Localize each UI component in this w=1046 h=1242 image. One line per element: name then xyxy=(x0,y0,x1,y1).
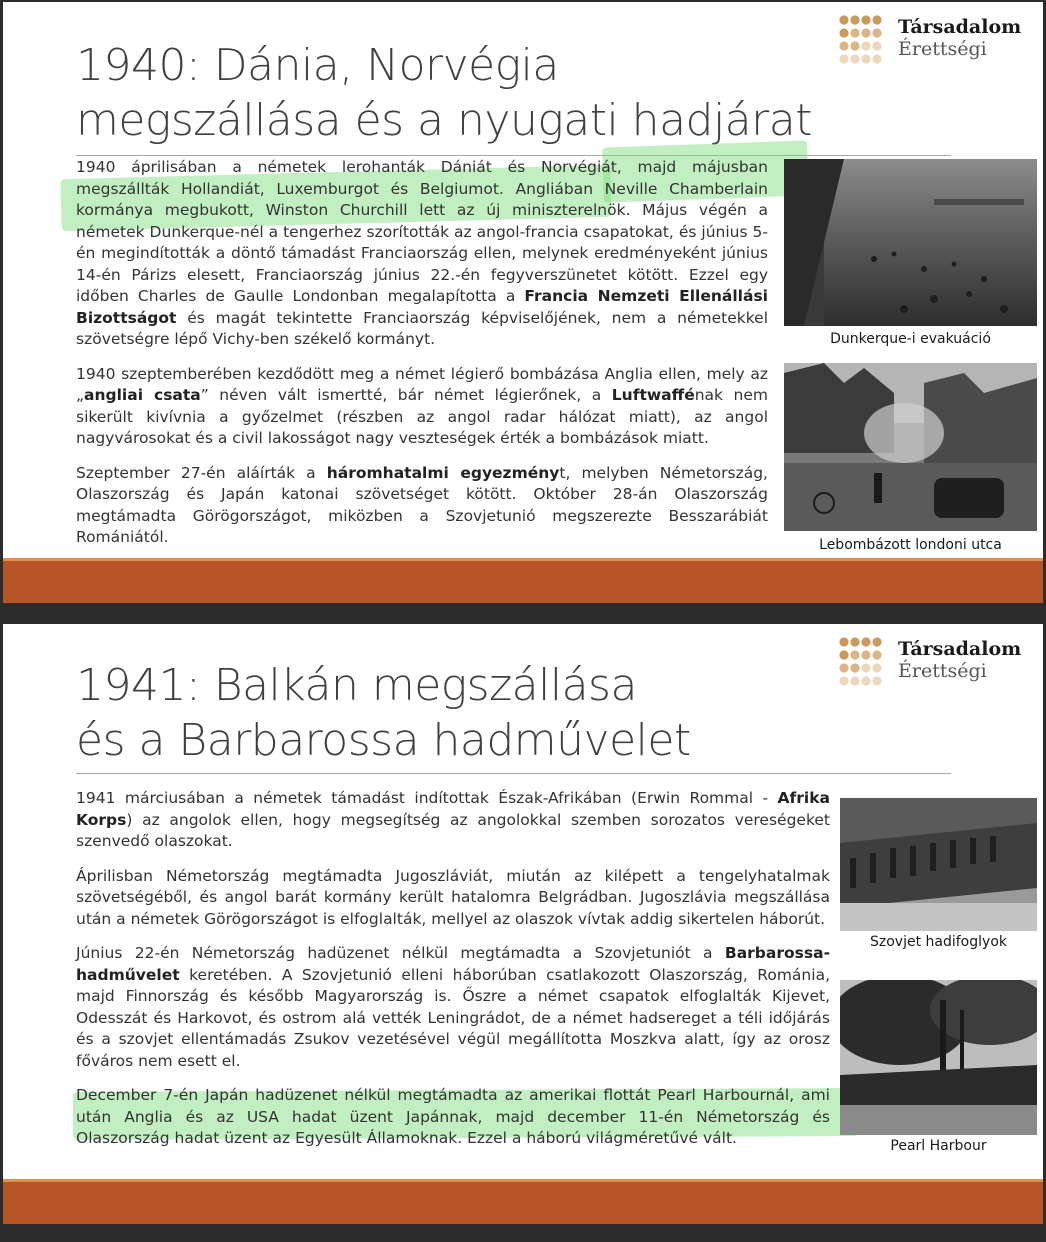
title-line-2: megszállása és a nyugati hadjárat xyxy=(76,95,812,146)
pearl-harbor-photo xyxy=(840,980,1037,1135)
logo-dots-icon xyxy=(838,12,890,68)
title-line-1: 1941: Balkán megszállása xyxy=(76,660,637,711)
slide-title xyxy=(76,658,691,768)
slide-body xyxy=(76,157,768,562)
soviet-pow-photo xyxy=(840,798,1037,931)
brand-name: Társadalom xyxy=(898,16,1022,38)
footer-band xyxy=(3,1182,1043,1224)
brand-logo xyxy=(838,634,1028,694)
title-line-2: és a Barbarossa hadművelet xyxy=(76,715,691,766)
title-divider xyxy=(76,155,951,156)
brand-subtitle: Érettségi xyxy=(898,38,987,60)
photo-caption: Pearl Harbour xyxy=(890,1138,987,1154)
photo-caption: Szovjet hadifoglyok xyxy=(870,934,1007,950)
paragraph: Szeptember 27-én aláírták a háromhatalmi egyezményt, melyben Németország, Olaszország és Japán katonai szövetséget kötött. Október 28-án Olaszország megtámadta Görögországot, miközben a Szovjetunió megszerezte Besszarábiát Romániától. xyxy=(76,463,768,546)
dunkirk-photo xyxy=(784,159,1037,326)
slide-1940 xyxy=(3,2,1043,603)
logo-dots-icon xyxy=(838,634,890,690)
footer-band xyxy=(3,561,1043,603)
paragraph: 1941 márciusában a németek támadást indítottak Észak-Afrikában (Erwin Rommal - Afrika Korps) az angolok ellen, hogy megsegítség az angolokkal szemben sorozatos vereségeket szenvedő olaszokat. xyxy=(76,789,830,850)
photo-caption: Lebombázott londoni utca xyxy=(819,537,1002,553)
brand-subtitle: Érettségi xyxy=(898,660,987,682)
title-divider xyxy=(76,773,951,774)
slide-1941 xyxy=(3,624,1043,1224)
paragraph: 1940 szeptemberében kezdődött meg a német légierő bombázása Anglia ellen, mely az „angliai csata” néven vált ismertté, bár német légierőnek, a Luftwaffénak nem sikerült kivívnia a győzelmet (részben az angol radar hálózat miatt), az angol nagyvárosokat és a civil lakosságot nagy veszteségek érték a bombázások miatt. xyxy=(76,364,768,447)
paragraph: 1940 áprilisában a németek lerohanták Dániát és Norvégiát, majd májusban megszállták Hollandiát, Luxemburgot és Belgiumot. Angliában Neville Chamberlain kormánya megbukott, Winston Churchill lett az új miniszterelnök. Május végén a németek Dunkerque-nél a tengerhez szorították az angol-francia csapatokat, és június 5-én megindították a döntő támadást Franciaország ellen, melynek eredményeként június 14-én Párizs elesett, Franciaország június 22.-én fegyverszünetet kötött. Ezzel egy időben Charles de Gaulle Londonban megalapította a Francia Nemzeti Ellenállási Bizottságot és magát tekintette Franciaország képviselőjének, nem a németekkel szövetségre lépő Vichy-ben székelő kormányt. xyxy=(76,158,768,348)
slide-title xyxy=(76,38,812,148)
title-line-1: 1940: Dánia, Norvégia xyxy=(76,40,559,91)
paragraph: December 7-én Japán hadüzenet nélkül megtámadta az amerikai flottát Pearl Harbournál, ami után Anglia és az USA hadat üzent Japánnak, majd december 11-én Németország és Olaszország hadat üzent az Egyesült Államoknak. Ezzel a háború világméretűvé vált. xyxy=(76,1086,830,1147)
brand-logo xyxy=(838,12,1028,72)
paragraph: Áprilisban Németország megtámadta Jugoszláviát, miután az kilépett a tengelyhatalmak szövetségéből, és angol barát kormány került hatalomra Belgrádban. Jugoszlávia megszállása után a németek Görögországot is elfoglalták, mellyel az olaszok vívtak addig sikertelen háborút. xyxy=(76,866,830,928)
photo-caption: Dunkerque-i evakuáció xyxy=(830,331,991,347)
paragraph: Június 22-én Németország hadüzenet nélkül megtámadta a Szovjetuniót a Barbarossa-hadművelet keretében. A Szovjetunió elleni háborúban csatlakozott Olaszország, Románia, majd Finnország és később Magyarország is. Őszre a német csapatok elfoglalták Kijevet, Odesszát és Harkovot, és ostrom alá vették Leningrádot, de a német hadsereget a téli időjárás és a szovjet ellentámadás Zsukov vezetésével végül megállította Moszkva alatt, így az orosz főváros nem esett el. xyxy=(76,944,830,1070)
bombed-street-photo xyxy=(784,363,1037,531)
slide-body xyxy=(76,788,830,1163)
brand-name: Társadalom xyxy=(898,638,1022,660)
